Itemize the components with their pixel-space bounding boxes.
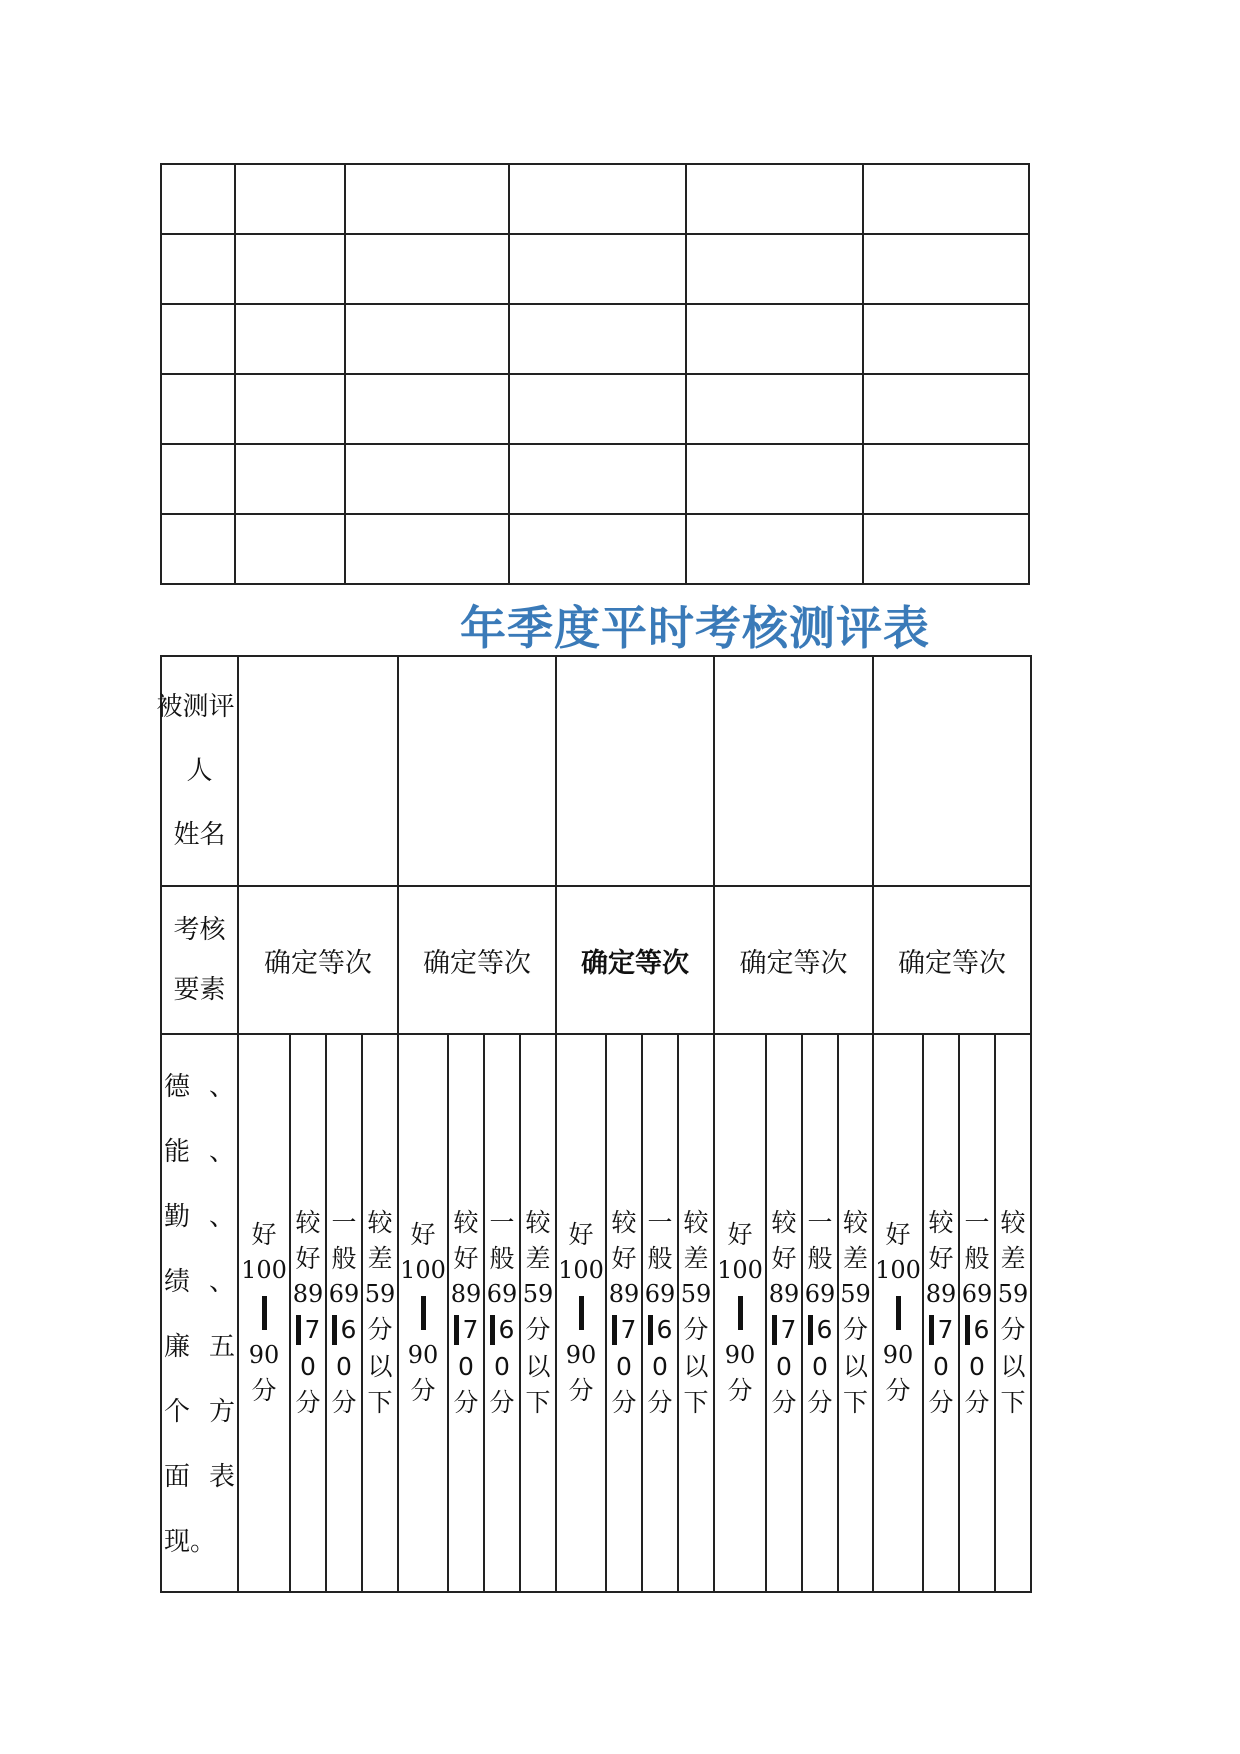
grade-label: 较 <box>453 1207 479 1237</box>
grade-digit: 0 <box>458 1351 474 1381</box>
top-table-cell[interactable] <box>161 234 235 304</box>
grade-top: 100 <box>400 1256 446 1285</box>
grade-top: 69 <box>644 1280 676 1309</box>
grade-digit: 0 <box>933 1351 949 1381</box>
factor-label-cell <box>161 886 238 1034</box>
range-bar <box>738 1296 743 1330</box>
grade-digit: 6 <box>498 1315 515 1345</box>
grade-range <box>612 1312 637 1348</box>
grade-fairly-good-cell <box>290 1034 326 1592</box>
top-table-cell[interactable] <box>235 304 345 374</box>
grade-rest: 以 <box>525 1351 551 1381</box>
rank-label: 确定等次 <box>739 947 848 979</box>
rank-cell-4 <box>714 886 873 1034</box>
grade-poor <box>363 1035 397 1591</box>
rank-label: 确定等次 <box>898 947 1006 979</box>
grade-label: 一 <box>647 1207 673 1237</box>
grade-label: 好 <box>611 1244 637 1274</box>
grade-average <box>643 1035 677 1591</box>
name-cell-2[interactable] <box>398 656 556 886</box>
grade-top: 89 <box>925 1280 957 1309</box>
top-table-cell[interactable] <box>509 374 686 444</box>
grade-label: 较 <box>842 1207 868 1237</box>
top-table-cell[interactable] <box>509 444 686 514</box>
virtue-char: 个 <box>164 1397 191 1427</box>
virtue-char: 面 <box>164 1462 191 1492</box>
grade-rest: 以 <box>683 1351 709 1381</box>
grade-good-cell <box>238 1034 290 1592</box>
virtue-char: 、 <box>208 1267 235 1297</box>
grade-label: 较 <box>295 1207 321 1237</box>
grade-label: 一 <box>964 1207 990 1237</box>
virtue-char: 方 <box>208 1397 235 1427</box>
top-table-cell[interactable] <box>161 304 235 374</box>
grade-label: 较 <box>1000 1207 1026 1237</box>
rank-label: 确定等次 <box>581 947 689 979</box>
top-table-cell[interactable] <box>863 234 1029 304</box>
grade-range <box>454 1312 479 1348</box>
grade-top: 69 <box>804 1280 836 1309</box>
virtue-line <box>162 1055 237 1120</box>
grade-digit: 0 <box>494 1351 510 1381</box>
grade-top: 100 <box>558 1256 604 1285</box>
grade-label: 般 <box>964 1244 990 1274</box>
grade-good-cell <box>873 1034 923 1592</box>
top-table-row <box>161 514 1029 584</box>
grade-good <box>557 1035 605 1591</box>
top-table-cell[interactable] <box>686 444 863 514</box>
virtue-text <box>162 1035 237 1575</box>
grade-unit: 分 <box>453 1387 479 1417</box>
grade-rest: 分 <box>683 1315 709 1345</box>
grade-label: 好 <box>727 1219 753 1249</box>
grade-label: 一 <box>807 1207 833 1237</box>
top-table-row <box>161 164 1029 234</box>
grade-range <box>965 1312 990 1348</box>
top-table-cell[interactable] <box>863 164 1029 234</box>
top-table-cell[interactable] <box>161 514 235 584</box>
grade-top: 89 <box>608 1280 640 1309</box>
grade-rest: 以 <box>367 1351 393 1381</box>
name-label-line: 姓名 <box>173 820 226 850</box>
grade-bottom: 90 <box>565 1341 597 1369</box>
grade-good <box>399 1035 447 1591</box>
grade-digit: 0 <box>969 1351 985 1381</box>
virtue-char: 勤 <box>164 1202 191 1232</box>
grade-rest: 下 <box>683 1387 709 1417</box>
top-table-cell[interactable] <box>509 164 686 234</box>
grade-rest: 分 <box>1000 1315 1026 1345</box>
grade-unit: 分 <box>647 1387 673 1417</box>
grade-rest: 分 <box>525 1315 551 1345</box>
rank-cell-5 <box>873 886 1031 1034</box>
top-table-cell[interactable] <box>863 304 1029 374</box>
grade-unit: 分 <box>727 1375 753 1405</box>
range-bar <box>929 1315 934 1345</box>
grade-digit: 7 <box>937 1315 954 1345</box>
top-table-cell[interactable] <box>686 164 863 234</box>
range-bar <box>421 1296 426 1330</box>
grade-label: 好 <box>568 1219 594 1249</box>
range-bar <box>612 1315 617 1345</box>
grade-poor-cell <box>838 1034 873 1592</box>
virtue-line <box>162 1510 237 1575</box>
grade-fairly-good-cell <box>448 1034 484 1592</box>
grade-average-cell <box>642 1034 678 1592</box>
top-table-cell[interactable] <box>235 514 345 584</box>
grade-top: 69 <box>328 1280 360 1309</box>
top-table-cell[interactable] <box>161 164 235 234</box>
grade-top: 100 <box>241 1256 287 1285</box>
name-cell-3[interactable] <box>556 656 714 886</box>
range-bar <box>772 1315 777 1345</box>
rank-label: 确定等次 <box>264 947 372 979</box>
top-table-cell[interactable] <box>161 374 235 444</box>
grade-top: 59 <box>997 1280 1029 1309</box>
grade-range <box>296 1312 321 1348</box>
rank-cell-3 <box>556 886 714 1034</box>
name-label-cell <box>156 656 238 886</box>
grade-label: 差 <box>683 1244 709 1274</box>
grade-digit: 0 <box>336 1351 352 1381</box>
grade-label: 较 <box>611 1207 637 1237</box>
grade-fairly-good <box>449 1035 483 1591</box>
grade-label: 好 <box>251 1219 277 1249</box>
top-table-cell[interactable] <box>345 374 509 444</box>
top-table-body <box>161 164 1029 584</box>
top-empty-table <box>160 163 1030 585</box>
grade-rest: 下 <box>367 1387 393 1417</box>
name-row <box>161 656 1031 886</box>
grade-bottom: 90 <box>407 1341 439 1369</box>
grade-range <box>929 1312 954 1348</box>
grade-label: 一 <box>489 1207 515 1237</box>
virtue-cell <box>161 1034 238 1592</box>
grade-top: 100 <box>875 1256 921 1285</box>
grade-average <box>485 1035 519 1591</box>
grade-label: 一 <box>331 1207 357 1237</box>
grade-poor-cell <box>362 1034 398 1592</box>
name-cell-1[interactable] <box>238 656 398 886</box>
grade-digit: 6 <box>340 1315 357 1345</box>
grade-unit: 分 <box>771 1387 797 1417</box>
grade-row <box>161 1034 1031 1592</box>
grade-average <box>960 1035 994 1591</box>
grade-label: 差 <box>525 1244 551 1274</box>
range-bar <box>454 1315 459 1345</box>
grade-poor <box>839 1035 872 1591</box>
virtue-char: 表 <box>208 1462 235 1492</box>
grade-fairly-good <box>924 1035 958 1591</box>
grade-top: 59 <box>364 1280 396 1309</box>
grade-label: 较 <box>928 1207 954 1237</box>
grade-poor-cell <box>995 1034 1031 1592</box>
grade-unit: 分 <box>928 1387 954 1417</box>
virtue-line <box>162 1185 237 1250</box>
rank-label: 确定等次 <box>423 947 531 979</box>
virtue-line <box>162 1120 237 1185</box>
grade-label: 好 <box>771 1244 797 1274</box>
virtue-line <box>162 1445 237 1510</box>
grade-top: 89 <box>450 1280 482 1309</box>
grade-average-cell <box>484 1034 520 1592</box>
grade-label: 般 <box>489 1244 515 1274</box>
grade-top: 59 <box>840 1280 871 1309</box>
grade-fairly-good <box>291 1035 325 1591</box>
grade-label: 好 <box>885 1219 911 1249</box>
top-table-row <box>161 444 1029 514</box>
factor-label-line: 考核 <box>173 915 226 945</box>
grade-rest: 分 <box>842 1315 868 1345</box>
top-table-cell[interactable] <box>345 444 509 514</box>
virtue-char: 、 <box>208 1137 235 1167</box>
grade-top: 100 <box>717 1256 763 1285</box>
grade-unit: 分 <box>611 1387 637 1417</box>
top-table-cell[interactable] <box>863 374 1029 444</box>
grade-unit: 分 <box>489 1387 515 1417</box>
grade-digit: 0 <box>812 1351 828 1381</box>
grade-range <box>808 1312 833 1348</box>
grade-rest: 以 <box>842 1351 868 1381</box>
range-bar <box>808 1315 813 1345</box>
grade-top: 59 <box>680 1280 712 1309</box>
top-table-row <box>161 234 1029 304</box>
grade-label: 好 <box>453 1244 479 1274</box>
range-bar <box>262 1296 267 1330</box>
grade-poor <box>996 1035 1030 1591</box>
grade-range <box>332 1312 357 1348</box>
grade-good-cell <box>398 1034 448 1592</box>
grade-fairly-good-cell <box>606 1034 642 1592</box>
grade-unit: 分 <box>964 1387 990 1417</box>
name-cell-5[interactable] <box>873 656 1031 886</box>
grade-average-cell <box>326 1034 362 1592</box>
grade-average-cell <box>959 1034 995 1592</box>
grade-range <box>648 1312 673 1348</box>
grade-label: 较 <box>367 1207 393 1237</box>
grade-label: 般 <box>807 1244 833 1274</box>
grade-good-cell <box>556 1034 606 1592</box>
range-bar <box>332 1315 337 1345</box>
top-table-cell[interactable] <box>161 444 235 514</box>
top-table-cell[interactable] <box>345 164 509 234</box>
grade-good <box>874 1035 922 1591</box>
grade-fairly-good-cell <box>923 1034 959 1592</box>
grade-average <box>803 1035 837 1591</box>
grade-unit: 分 <box>251 1375 277 1405</box>
top-table-cell[interactable] <box>686 304 863 374</box>
grade-digit: 6 <box>973 1315 990 1345</box>
top-table-cell[interactable] <box>686 374 863 444</box>
grade-unit: 分 <box>568 1375 594 1405</box>
top-table-cell[interactable] <box>509 514 686 584</box>
factor-row <box>161 886 1031 1034</box>
grade-poor <box>521 1035 555 1591</box>
grade-poor-cell <box>678 1034 714 1592</box>
grade-digit: 0 <box>652 1351 668 1381</box>
grade-range <box>772 1312 797 1348</box>
grade-digit: 7 <box>780 1315 797 1345</box>
grade-unit: 分 <box>410 1375 436 1405</box>
grade-unit: 分 <box>295 1387 321 1417</box>
grade-label: 差 <box>367 1244 393 1274</box>
name-label-line: 被测评 <box>156 692 235 722</box>
factor-label-line: 要素 <box>173 975 226 1005</box>
grade-digit: 7 <box>462 1315 479 1345</box>
grade-average-cell <box>802 1034 838 1592</box>
grade-bottom: 90 <box>724 1341 756 1369</box>
top-table-cell[interactable] <box>863 444 1029 514</box>
grade-rest: 分 <box>367 1315 393 1345</box>
virtue-char: 绩 <box>164 1267 191 1297</box>
top-table-cell[interactable] <box>863 514 1029 584</box>
grade-digit: 6 <box>816 1315 833 1345</box>
grade-label: 好 <box>410 1219 436 1249</box>
grade-digit: 0 <box>616 1351 632 1381</box>
top-table-cell[interactable] <box>235 374 345 444</box>
grade-bottom: 90 <box>882 1341 914 1369</box>
grade-unit: 分 <box>807 1387 833 1417</box>
range-bar <box>896 1296 901 1330</box>
grade-label: 较 <box>525 1207 551 1237</box>
virtue-char: 廉 <box>164 1332 191 1362</box>
grade-digit: 0 <box>300 1351 316 1381</box>
grade-fairly-good-cell <box>766 1034 802 1592</box>
top-table-cell[interactable] <box>235 164 345 234</box>
virtue-line <box>162 1250 237 1315</box>
grade-digit: 7 <box>304 1315 321 1345</box>
grade-rest: 下 <box>842 1387 868 1417</box>
grade-unit: 分 <box>331 1387 357 1417</box>
range-bar <box>648 1315 653 1345</box>
virtue-char: 德 <box>164 1072 191 1102</box>
grade-top: 59 <box>522 1280 554 1309</box>
grade-label: 较 <box>771 1207 797 1237</box>
grade-top: 69 <box>961 1280 993 1309</box>
grade-fairly-good <box>607 1035 641 1591</box>
top-table-cell[interactable] <box>686 234 863 304</box>
grade-rest: 下 <box>1000 1387 1026 1417</box>
top-table-cell[interactable] <box>345 234 509 304</box>
name-label-line: 人 <box>186 756 213 786</box>
top-table-cell[interactable] <box>509 304 686 374</box>
top-table-cell[interactable] <box>345 304 509 374</box>
grade-good <box>715 1035 765 1591</box>
grade-average <box>327 1035 361 1591</box>
grade-label: 般 <box>647 1244 673 1274</box>
rank-cell-2 <box>398 886 556 1034</box>
virtue-line <box>162 1315 237 1380</box>
grade-label: 较 <box>683 1207 709 1237</box>
top-table-cell[interactable] <box>345 514 509 584</box>
grade-bottom: 90 <box>248 1341 280 1369</box>
range-bar <box>490 1315 495 1345</box>
grade-top: 89 <box>768 1280 800 1309</box>
top-table-cell[interactable] <box>686 514 863 584</box>
top-table-cell[interactable] <box>235 234 345 304</box>
grade-digit: 0 <box>776 1351 792 1381</box>
range-bar <box>965 1315 970 1345</box>
rank-cell-1 <box>238 886 398 1034</box>
top-table-cell[interactable] <box>509 234 686 304</box>
page-title: 年季度平时考核测评表 <box>460 601 930 655</box>
virtue-char: 、 <box>208 1202 235 1232</box>
grade-digit: 6 <box>656 1315 673 1345</box>
grade-label: 好 <box>928 1244 954 1274</box>
grade-top: 89 <box>292 1280 324 1309</box>
top-table-row <box>161 374 1029 444</box>
virtue-char: 现。 <box>164 1527 217 1557</box>
grade-label: 差 <box>1000 1244 1026 1274</box>
grade-digit: 7 <box>620 1315 637 1345</box>
grade-poor <box>679 1035 713 1591</box>
grade-good-cell <box>714 1034 766 1592</box>
grade-rest: 以 <box>1000 1351 1026 1381</box>
virtue-line <box>162 1380 237 1445</box>
range-bar <box>296 1315 301 1345</box>
grade-unit: 分 <box>885 1375 911 1405</box>
grade-range <box>490 1312 515 1348</box>
grade-fairly-good <box>767 1035 801 1591</box>
grade-top: 69 <box>486 1280 518 1309</box>
grade-rest: 下 <box>525 1387 551 1417</box>
virtue-char: 五 <box>208 1332 235 1362</box>
top-table-row <box>161 304 1029 374</box>
grade-good <box>239 1035 289 1591</box>
evaluation-table <box>156 655 1032 1593</box>
virtue-char: 能 <box>164 1137 191 1167</box>
grade-label: 般 <box>331 1244 357 1274</box>
name-cell-4[interactable] <box>714 656 873 886</box>
grade-poor-cell <box>520 1034 556 1592</box>
grade-label: 好 <box>295 1244 321 1274</box>
grade-label: 差 <box>842 1244 868 1274</box>
range-bar <box>579 1296 584 1330</box>
top-table-cell[interactable] <box>235 444 345 514</box>
virtue-char: 、 <box>208 1072 235 1102</box>
